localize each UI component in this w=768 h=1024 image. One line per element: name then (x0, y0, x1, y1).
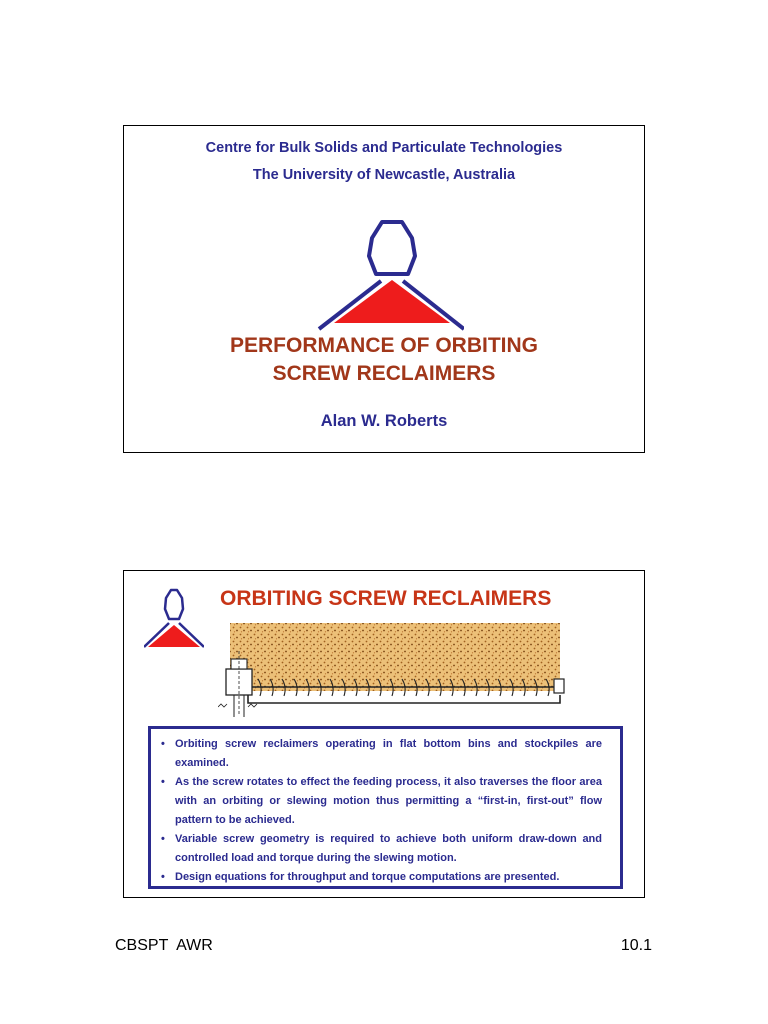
institution-name: Centre for Bulk Solids and Particulate Technologies (205, 140, 563, 156)
title-slide (123, 125, 645, 453)
author-name: Alan W. Roberts (320, 412, 448, 430)
centre-logo-icon (314, 211, 464, 331)
slide-title: ORBITING SCREW RECLAIMERS (220, 587, 552, 610)
screw-reclaimer-diagram-icon (218, 619, 578, 719)
bullet-item: • Design equations for throughput and torque computations are presented. (159, 868, 602, 887)
bullet-box (148, 726, 623, 889)
footer-label: CBSPT AWR (115, 937, 213, 954)
bullet-item: • As the screw rotates to effect the feeding process, it also traverses the floor area with an orbiting or slewing motion thus permitting a “first-in, first-out” flow pattern to be achieved. (159, 773, 602, 830)
title-line-1: PERFORMANCE OF ORBITING (230, 334, 538, 357)
content-slide (123, 570, 645, 898)
centre-logo-icon (144, 585, 204, 651)
university-name: The University of Newcastle, Australia (252, 167, 516, 183)
page-number: 10.1 (620, 937, 652, 954)
bullet-list (159, 735, 602, 887)
bullet-item: • Orbiting screw reclaimers operating in flat bottom bins and stockpiles are examined. (159, 735, 602, 773)
presentation-title (124, 332, 644, 388)
title-line-2: SCREW RECLAIMERS (272, 362, 496, 385)
bullet-item: • Variable screw geometry is required to achieve both uniform draw-down and controlled load and torque during the slewing motion. (159, 830, 602, 868)
